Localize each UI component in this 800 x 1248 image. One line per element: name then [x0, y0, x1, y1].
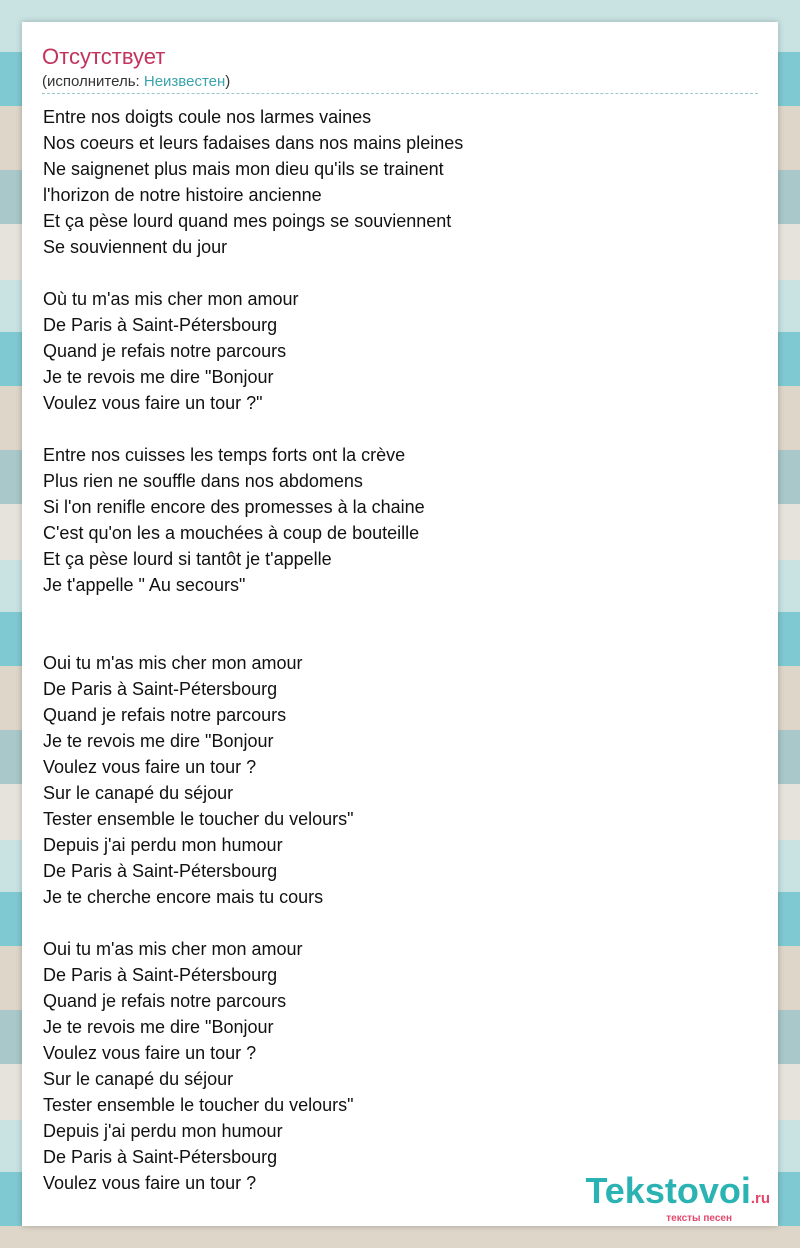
lyric-line: Où tu m'as mis cher mon amour: [43, 289, 299, 309]
lyric-line: Voulez vous faire un tour ?: [43, 1043, 257, 1063]
lyric-blank-line: [43, 910, 763, 936]
lyric-line: Quand je refais notre parcours: [43, 705, 287, 725]
lyric-line: Sur le canapé du séjour: [43, 783, 234, 803]
lyric-line: Sur le canapé du séjour: [43, 1069, 234, 1089]
lyric-line: Oui tu m'as mis cher mon amour: [43, 653, 303, 673]
site-logo[interactable]: [585, 1170, 770, 1224]
lyric-line: Voulez vous faire un tour ?: [43, 1173, 257, 1193]
artist-suffix: ): [225, 73, 231, 90]
logo-name: Tekstovoi: [585, 1170, 751, 1211]
lyric-line: Ne saignenet plus mais mon dieu qu'ils se trainent: [43, 159, 444, 179]
artist-link[interactable]: Неизвестен: [143, 73, 226, 90]
lyrics-card: [22, 22, 778, 1226]
lyrics-body: [43, 104, 763, 1196]
artist-line: [42, 73, 230, 91]
lyric-line: Je t'appelle " Au secours": [43, 575, 246, 595]
lyric-line: C'est qu'on les a mouchées à coup de bouteille: [43, 523, 420, 543]
lyric-line: De Paris à Saint-Pétersbourg: [43, 315, 278, 335]
lyric-line: De Paris à Saint-Pétersbourg: [43, 1147, 278, 1167]
lyric-line: Je te revois me dire "Bonjour: [43, 731, 274, 751]
lyric-line: Quand je refais notre parcours: [43, 341, 287, 361]
lyric-line: Plus rien ne souffle dans nos abdomens: [43, 471, 363, 491]
lyric-line: Tester ensemble le toucher du velours": [43, 1095, 354, 1115]
lyric-line: Entre nos doigts coule nos larmes vaines: [43, 107, 372, 127]
lyric-line: De Paris à Saint-Pétersbourg: [43, 861, 278, 881]
lyric-line: Et ça pèse lourd si tantôt je t'appelle: [43, 549, 332, 569]
lyric-blank-line: [43, 416, 763, 442]
lyric-line: Depuis j'ai perdu mon humour: [43, 835, 283, 855]
logo-tld: .ru: [750, 1190, 770, 1207]
lyric-blank-line: [43, 598, 763, 624]
lyric-line: Voulez vous faire un tour ?: [43, 757, 257, 777]
title-divider: [42, 93, 758, 94]
lyric-line: Si l'on renifle encore des promesses à la chaine: [43, 497, 425, 517]
lyric-line: De Paris à Saint-Pétersbourg: [43, 965, 278, 985]
lyric-line: Je te revois me dire "Bonjour: [43, 1017, 274, 1037]
lyric-line: l'horizon de notre histoire ancienne: [43, 185, 322, 205]
logo-tagline: тексты песен: [666, 1213, 732, 1224]
lyric-line: Quand je refais notre parcours: [43, 991, 287, 1011]
lyric-blank-line: [43, 624, 763, 650]
lyric-line: Se souviennent du jour: [43, 237, 228, 257]
song-title: Отсутствует: [42, 44, 166, 69]
lyric-line: Nos coeurs et leurs fadaises dans nos mains pleines: [43, 133, 464, 153]
lyric-line: Oui tu m'as mis cher mon amour: [43, 939, 303, 959]
lyric-blank-line: [43, 260, 763, 286]
lyric-line: Tester ensemble le toucher du velours": [43, 809, 354, 829]
lyric-line: Je te cherche encore mais tu cours: [43, 887, 324, 907]
artist-prefix: (исполнитель:: [42, 73, 144, 90]
lyric-line: Et ça pèse lourd quand mes poings se souviennent: [43, 211, 452, 231]
lyric-line: Entre nos cuisses les temps forts ont la crève: [43, 445, 406, 465]
lyric-line: Je te revois me dire "Bonjour: [43, 367, 274, 387]
lyric-line: De Paris à Saint-Pétersbourg: [43, 679, 278, 699]
lyric-line: Depuis j'ai perdu mon humour: [43, 1121, 283, 1141]
lyric-line: Voulez vous faire un tour ?": [43, 393, 263, 413]
